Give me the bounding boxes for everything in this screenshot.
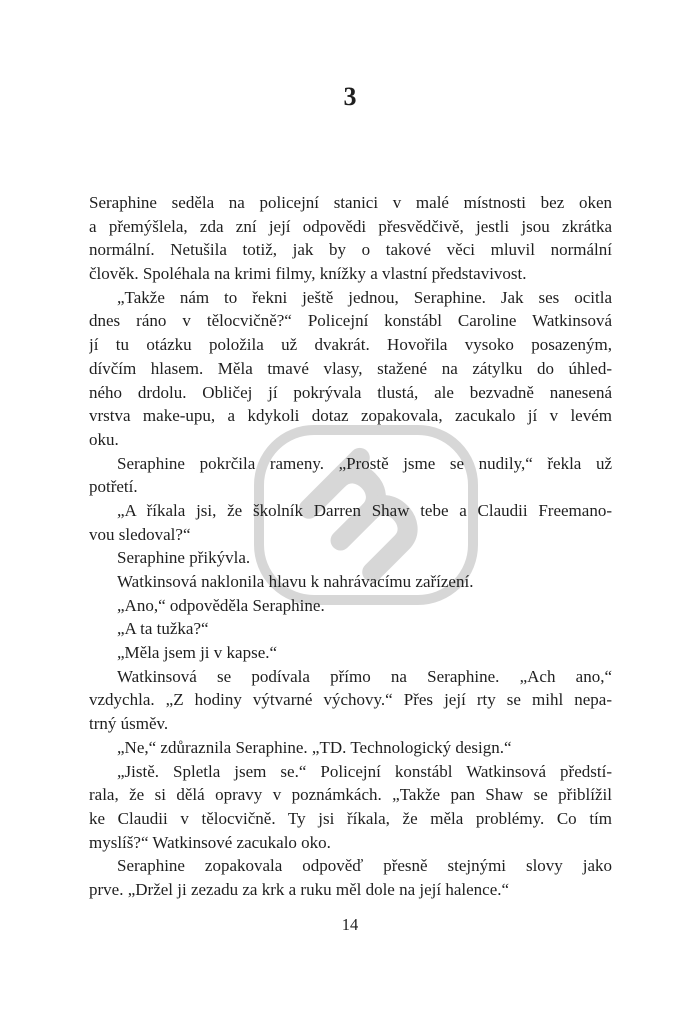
paragraph: [89, 854, 612, 901]
paragraph: [89, 570, 612, 594]
text-line: prve. „Držel ji zezadu za krk a ruku měl dole na její halence.“: [89, 879, 510, 899]
text-line: potřetí.: [89, 477, 138, 497]
paragraph: [89, 286, 612, 452]
text-line: vrstva make-upu, a kdykoli dotaz zopakovala, zacukalo jí v levém: [89, 406, 612, 426]
text-line: ke Claudii v tělocvičně. Ty jsi říkala, že měla problémy. Co tím: [89, 808, 612, 828]
text-line: Seraphine seděla na policejní stanici v malé místnosti bez oken: [89, 193, 612, 212]
paragraph: [89, 736, 612, 760]
text-line: vou sledoval?“: [89, 524, 191, 544]
text-line: myslíš?“ Watkinsové zacukalo oko.: [89, 832, 331, 852]
chapter-number: 3: [343, 82, 357, 111]
paragraph: [89, 452, 612, 499]
text-line: jí tu otázku položila už dvakrát. Hovořila vysoko posazeným,: [89, 335, 612, 355]
paragraph: [89, 546, 612, 570]
text-line: „Takže nám to řekni ještě jednou, Seraphine. Jak ses ocitla: [117, 287, 612, 307]
paragraph: [89, 594, 612, 618]
text-line: „Ano,“ odpověděla Seraphine.: [117, 595, 325, 615]
text-line: Seraphine zopakovala odpověď přesně stejnými slovy jako: [117, 856, 612, 876]
text-line: člověk. Spoléhala na krimi filmy, knížky a vlastní představivost.: [89, 264, 527, 284]
body-text: [89, 191, 612, 902]
text-line: rala, že si dělá opravy v poznámkách. „Takže pan Shaw se přiblížil: [89, 785, 612, 805]
text-line: trný úsměv.: [89, 714, 169, 734]
text-line: vzdychla. „Z hodiny výtvarné výchovy.“ Přes její rty se mihl nepa-: [89, 690, 612, 710]
paragraph: [89, 760, 612, 855]
paragraph: [89, 641, 612, 665]
text-line: dívčím hlasem. Měla tmavé vlasy, stažené na zátylku do úhled-: [89, 358, 612, 378]
text-line: Watkinsová se podívala přímo na Seraphine. „Ach ano,“: [117, 666, 612, 686]
paragraph: [89, 191, 612, 286]
text-line: „Měla jsem ji v kapse.“: [117, 643, 278, 663]
text-line: oku.: [89, 429, 119, 449]
text-line: Watkinsová naklonila hlavu k nahrávacímu zařízení.: [117, 572, 474, 591]
text-line: dnes ráno v tělocvičně?“ Policejní konstábl Caroline Watkinsová: [89, 311, 612, 331]
text-line: normální. Netušila totiž, jak by o takové věci mluvil normální: [89, 240, 612, 260]
text-line: „A říkala jsi, že školník Darren Shaw tebe a Claudii Freemano-: [117, 500, 612, 520]
text-line: a přemýšlela, zda zní její odpovědi přesvědčivě, jestli jsou zkrátka: [89, 216, 612, 236]
text-line: „Jistě. Spletla jsem se.“ Policejní konstábl Watkinsová předstí-: [117, 761, 612, 781]
text-line: Seraphine přikývla.: [117, 548, 251, 568]
text-line: „Ne,“ zdůraznila Seraphine. „TD. Technologický design.“: [117, 737, 512, 757]
paragraph: [89, 617, 612, 641]
page-number: 14: [341, 915, 359, 934]
paragraph: [89, 499, 612, 546]
paragraph: [89, 665, 612, 736]
text-line: ného drdolu. Obličej jí pokrývala tlustá, ale bezvadně nanesená: [89, 382, 612, 402]
text-line: Seraphine pokrčila rameny. „Prostě jsme se nudily,“ řekla už: [117, 453, 612, 473]
text-line: „A ta tužka?“: [117, 619, 209, 639]
